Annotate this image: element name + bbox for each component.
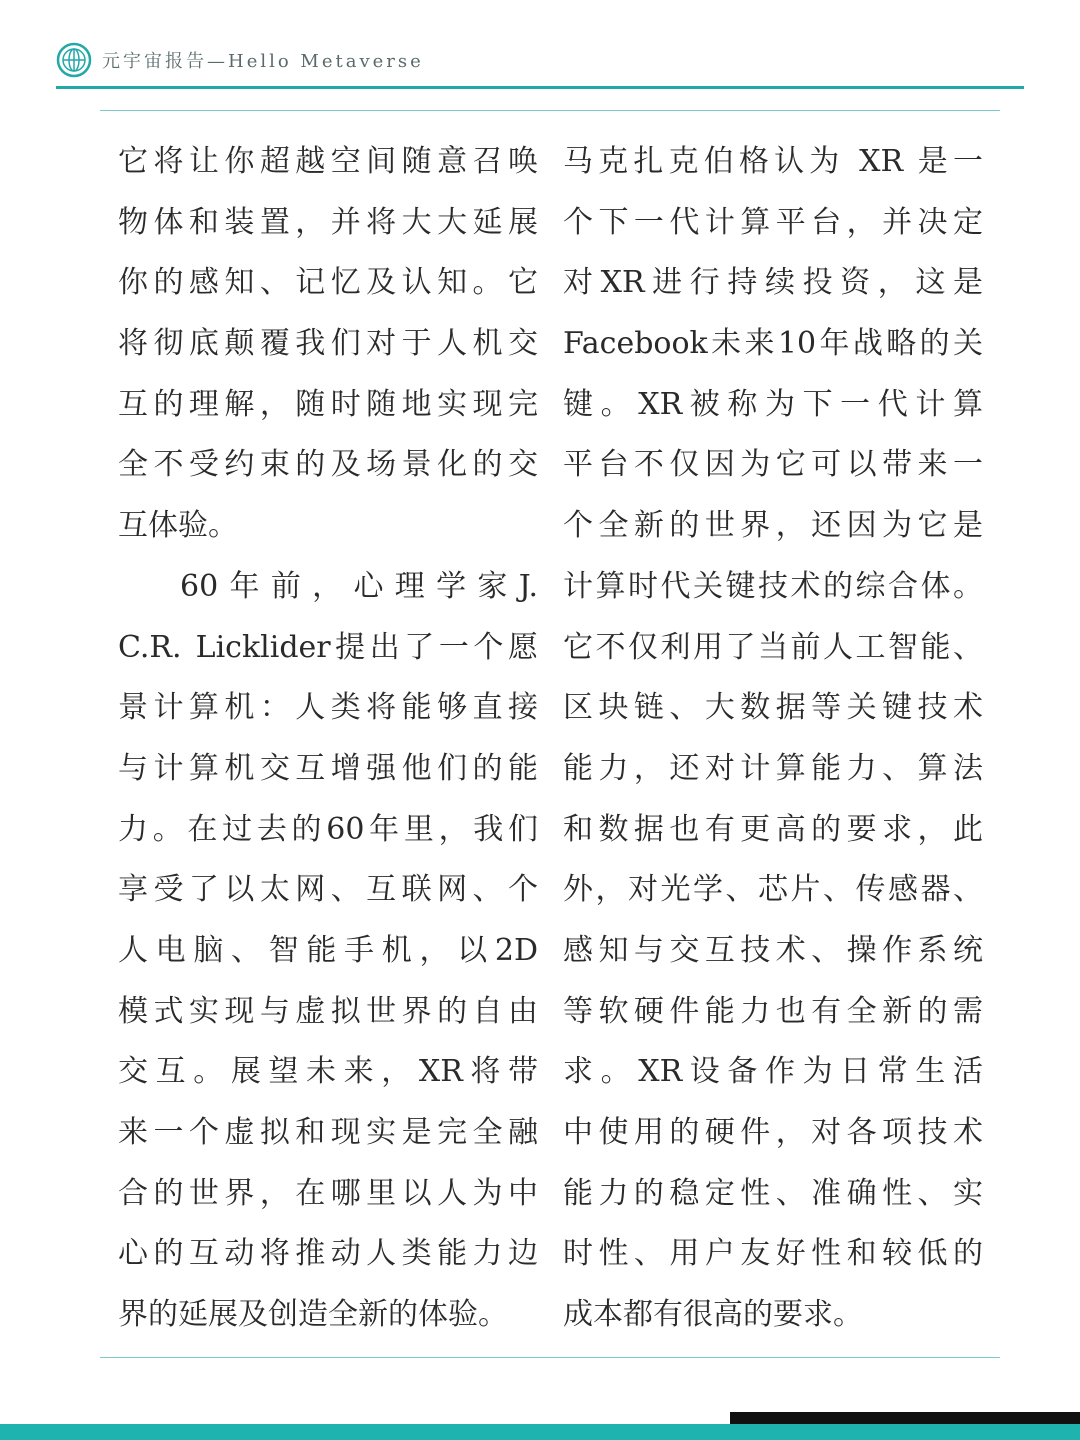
text-line: 个全新的世界，还因为它是 <box>563 508 983 544</box>
text-line: 求。XR设备作为日常生活 <box>563 1054 983 1090</box>
text-line: 马克扎克伯格认为 XR 是一 <box>563 144 983 179</box>
text-line: 60年前，心理学家J. <box>180 568 538 604</box>
text-line: 景计算机：人类将能够直接 <box>118 690 538 726</box>
text-line: C.R. Licklider提出了一个愿 <box>118 629 538 665</box>
text-line: 外，对光学、芯片、传感器、 <box>563 872 983 908</box>
footer-bar <box>0 1424 1080 1440</box>
footer-dark-block <box>730 1412 1080 1424</box>
text-line: 能力，还对计算能力、算法 <box>563 750 983 786</box>
text-line: 与计算机交互增强他们的能 <box>118 750 538 786</box>
text-line: 模式实现与虚拟世界的自由 <box>118 993 538 1029</box>
text-line: 合的世界，在哪里以人为中 <box>118 1175 538 1211</box>
bottom-divider <box>100 1357 1000 1358</box>
text-line: 人电脑、智能手机，以2D <box>118 932 538 968</box>
text-line: 时性、用户友好性和较低的 <box>563 1236 983 1272</box>
globe-icon <box>56 42 92 78</box>
text-line: 互的理解，随时随地实现完 <box>118 386 538 422</box>
text-line: 互体验。 <box>118 508 238 544</box>
text-line: 心的互动将推动人类能力边 <box>118 1236 538 1272</box>
header-rule <box>56 86 1024 89</box>
text-line: 和数据也有更高的要求，此 <box>563 811 983 847</box>
text-line: 区块链、大数据等关键技术 <box>563 690 983 726</box>
text-line: 它将让你超越空间随意召唤 <box>118 144 538 179</box>
right-column <box>563 132 983 1346</box>
text-line: 感知与交互技术、操作系统 <box>563 932 983 968</box>
text-line: 能力的稳定性、准确性、实 <box>563 1175 983 1211</box>
text-line: Facebook未来10年战略的关 <box>563 326 983 362</box>
header-title: 元宇宙报告—Hello Metaverse <box>102 51 424 72</box>
text-line: 交互。展望未来，XR将带 <box>118 1054 538 1090</box>
text-line: 物体和装置，并将大大延展 <box>118 204 538 240</box>
text-line: 对XR进行持续投资，这是 <box>563 265 983 301</box>
text-line: 力。在过去的60年里，我们 <box>118 811 538 847</box>
text-line: 等软硬件能力也有全新的需 <box>563 993 983 1029</box>
text-line: 全不受约束的及场景化的交 <box>118 447 538 483</box>
text-line: 界的延展及创造全新的体验。 <box>118 1297 508 1333</box>
text-line: 成本都有很高的要求。 <box>563 1297 863 1333</box>
text-line: 来一个虚拟和现实是完全融 <box>118 1115 538 1150</box>
text-line: 平台不仅因为它可以带来一 <box>563 447 983 483</box>
page-header <box>56 40 424 80</box>
left-column <box>118 132 538 1346</box>
text-line: 你的感知、记忆及认知。它 <box>118 265 538 301</box>
text-line: 享受了以太网、互联网、个 <box>118 872 538 908</box>
text-line: 键。XR被称为下一代计算 <box>563 386 983 422</box>
text-line: 个下一代计算平台，并决定 <box>563 204 983 240</box>
text-line: 中使用的硬件，对各项技术 <box>563 1115 983 1150</box>
text-line: 计算时代关键技术的综合体。 <box>563 568 983 604</box>
text-line: 将彻底颠覆我们对于人机交 <box>118 326 538 362</box>
text-line: 它不仅利用了当前人工智能、 <box>563 629 983 665</box>
top-divider <box>100 110 1000 111</box>
